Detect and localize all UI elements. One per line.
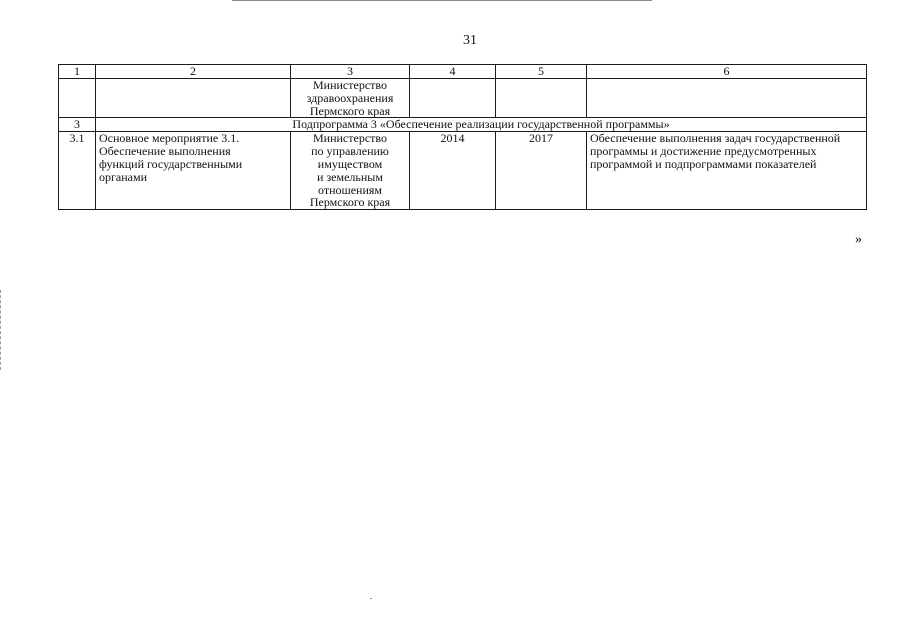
header-cell: 1: [59, 65, 96, 79]
table-cell-empty: [59, 79, 96, 118]
subprogram-title: Подпрограмма 3 «Обеспечение реализации государственной программы»: [96, 118, 867, 132]
table-cell-empty: [587, 79, 867, 118]
closing-quote-mark: »: [855, 232, 862, 247]
executor-cell: [291, 132, 410, 210]
page-number: 31: [463, 33, 477, 48]
row-number: 3.1: [59, 132, 96, 210]
table-header-row: [59, 65, 867, 79]
cell-line: и земельным: [317, 169, 383, 184]
table-cell-empty: [496, 79, 587, 118]
activity-name-cell: [96, 132, 291, 210]
scan-speck: [370, 598, 372, 599]
subprogram-number: 3: [59, 118, 96, 132]
header-cell: 2: [96, 65, 291, 79]
table-cell-empty: [96, 79, 291, 118]
end-year-cell: 2017: [496, 132, 587, 210]
table-row: [59, 79, 867, 118]
cell-line: по управлению: [311, 144, 389, 159]
cell-line: имуществом: [317, 156, 383, 171]
cell-line: Министерство: [313, 78, 387, 92]
cell-line: органами: [99, 169, 148, 184]
cell-line: отношениям: [317, 182, 383, 197]
result-cell: [587, 132, 867, 210]
cell-line: Обеспечение выполнения: [99, 144, 231, 159]
table-cell-empty: [410, 79, 496, 118]
cell-line: функций государственными: [99, 156, 243, 171]
top-rule: [232, 0, 652, 1]
header-cell: 6: [587, 65, 867, 79]
header-cell: 3: [291, 65, 410, 79]
executor-cell: [291, 79, 410, 118]
cell-line: Министерство: [313, 131, 387, 146]
cell-line: здравоохранения: [306, 90, 394, 105]
cell-line: Обеспечение выполнения задач государственной: [590, 131, 841, 146]
table-row: [59, 132, 867, 210]
page-edge-mark: [0, 290, 3, 370]
header-cell: 4: [410, 65, 496, 79]
cell-line: Основное мероприятие 3.1.: [99, 131, 240, 146]
header-cell: 5: [496, 65, 587, 79]
subprogram-row: [59, 118, 867, 132]
cell-line: программы и достижение предусмотренных: [590, 144, 817, 159]
cell-line: Пермского края: [309, 195, 391, 210]
program-table: [58, 64, 867, 210]
cell-line: программой и подпрограммами показателей: [590, 156, 817, 171]
cell-line: Пермского края: [309, 103, 391, 118]
start-year-cell: 2014: [410, 132, 496, 210]
